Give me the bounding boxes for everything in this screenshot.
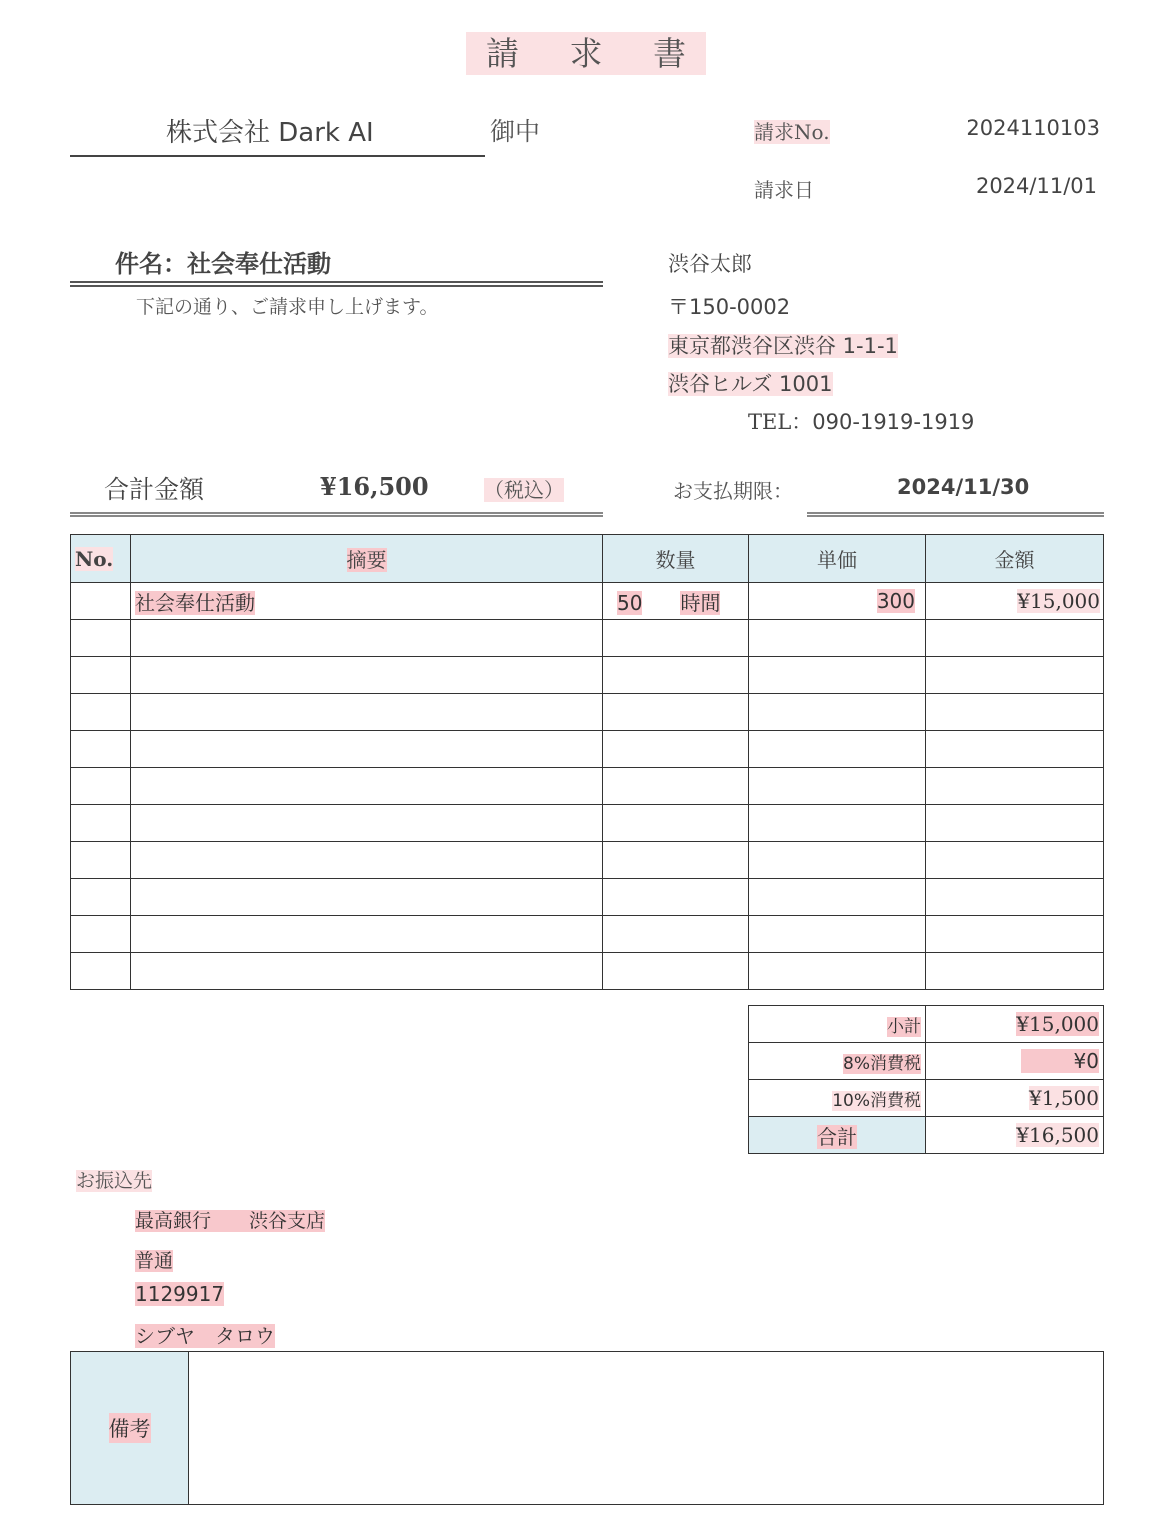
cell-amount [926,768,1104,805]
header-qty: 数量 [603,535,749,583]
summary-total: ¥16,500 [320,472,429,501]
cell-qty [603,583,749,620]
cell-qty [603,842,749,879]
subject [115,244,331,279]
table-row [71,953,1104,990]
row-qty: 50 [617,590,643,615]
cell-desc [131,805,603,842]
cell-amount [926,879,1104,916]
cell-no [71,916,131,953]
table-row [71,805,1104,842]
totals-tax10-row [749,1080,1104,1117]
totals-table [748,1005,1104,1154]
totals-grand-row [749,1117,1104,1154]
cell-qty [603,694,749,731]
subject-note: 下記の通り、ご請求申し上げます。 [136,296,439,318]
cell-unit-price [749,879,926,916]
cell-unit-price [749,768,926,805]
bank-label: お振込先 [76,1170,153,1192]
bank-account-holder: シブヤ タロウ [135,1324,275,1348]
cell-no [71,768,131,805]
table-row [71,620,1104,657]
summary-tax-note: （税込） [484,478,564,502]
cell-amount [926,657,1104,694]
grand-total-label: 合計 [817,1124,857,1149]
invoice-date: 2024/11/01 [975,174,1097,198]
subtotal-label: 小計 [887,1016,921,1037]
cell-desc [131,731,603,768]
recipient-company: 株式会社 Dark AI [166,118,374,148]
totals-subtotal-row [749,1006,1104,1043]
remarks-label: 備考 [109,1413,151,1443]
table-row [71,842,1104,879]
cell-desc [131,842,603,879]
tax10-value: ¥1,500 [1029,1086,1099,1110]
cell-desc [131,620,603,657]
cell-amount [926,620,1104,657]
cell-amount [926,583,1104,620]
cell-unit-price [749,916,926,953]
header-no: No. [75,546,114,571]
cell-no [71,620,131,657]
issuer-name: 渋谷太郎 [668,252,752,276]
recipient-honorific: 御中 [490,117,541,146]
remarks-box [70,1351,1104,1505]
totals-tax8-row [749,1043,1104,1080]
cell-amount [926,916,1104,953]
cell-no [71,694,131,731]
cell-unit-price [749,731,926,768]
subject-value: 社会奉仕活動 [187,250,331,278]
cell-qty [603,657,749,694]
table-row [71,731,1104,768]
invoice-no: 2024110103 [966,116,1100,140]
cell-qty [603,620,749,657]
cell-unit-price [749,694,926,731]
row-unit-price: 300 [876,589,915,613]
cell-no [71,583,131,620]
issuer-postal: 〒150-0002 [668,295,791,319]
cell-desc [131,657,603,694]
table-row [71,916,1104,953]
cell-amount [926,805,1104,842]
cell-desc [131,583,603,620]
invoice-no-label: 請求No. [754,120,830,144]
subtotal-value: ¥15,000 [1016,1012,1099,1036]
summary-due-underline [807,512,1104,517]
cell-unit-price [749,657,926,694]
cell-qty [603,953,749,990]
table-row [71,768,1104,805]
cell-no [71,805,131,842]
subject-label: 件名： [115,250,187,278]
header-unit-price: 単価 [749,535,926,583]
cell-desc [131,953,603,990]
cell-amount [926,731,1104,768]
subject-double-underline [70,281,603,287]
recipient-underline [70,155,485,157]
table-row [71,583,1104,620]
cell-qty [603,879,749,916]
summary-due: 2024/11/30 [897,475,1030,499]
bank-account-no: 1129917 [135,1282,225,1306]
summary-due-label: お支払期限： [673,479,793,503]
invoice-date-label: 請求日 [754,178,814,202]
cell-unit-price [749,620,926,657]
cell-qty [603,916,749,953]
row-unit: 時間 [680,590,721,615]
row-desc: 社会奉仕活動 [135,590,255,615]
cell-no [71,879,131,916]
table-row [71,657,1104,694]
document-title: 請 求 書 [0,28,1172,75]
table-row [71,694,1104,731]
tax8-label: 8%消費税 [843,1053,921,1074]
bank-account-type: 普通 [135,1250,174,1272]
summary-total-label: 合計金額 [104,475,205,504]
items-table-header [71,535,1104,583]
tax8-value: ¥0 [1021,1049,1099,1073]
summary-total-underline [70,512,603,517]
cell-qty [603,768,749,805]
items-table [70,534,1104,990]
cell-unit-price [749,583,926,620]
row-amount: ¥15,000 [1017,589,1100,613]
header-desc: 摘要 [346,548,387,572]
header-amount: 金額 [926,535,1104,583]
cell-no [71,657,131,694]
cell-no [71,842,131,879]
issuer-building: 渋谷ヒルズ 1001 [668,372,833,396]
cell-desc [131,879,603,916]
cell-amount [926,694,1104,731]
cell-desc [131,768,603,805]
issuer-tel: 090-1919-1919 [812,410,975,434]
tax10-label: 10%消費税 [832,1090,921,1111]
cell-qty [603,805,749,842]
cell-unit-price [749,953,926,990]
grand-total-value: ¥16,500 [1016,1123,1099,1147]
issuer-address: 東京都渋谷区渋谷 1-1-1 [668,334,898,358]
remarks-label-cell [71,1352,189,1504]
cell-no [71,731,131,768]
cell-desc [131,694,603,731]
cell-no [71,953,131,990]
table-row [71,879,1104,916]
bank-name: 最高銀行 渋谷支店 [135,1210,326,1232]
cell-amount [926,953,1104,990]
cell-qty [603,731,749,768]
issuer-tel-label: TEL： [748,410,813,434]
cell-unit-price [749,842,926,879]
cell-desc [131,916,603,953]
cell-unit-price [749,805,926,842]
cell-amount [926,842,1104,879]
